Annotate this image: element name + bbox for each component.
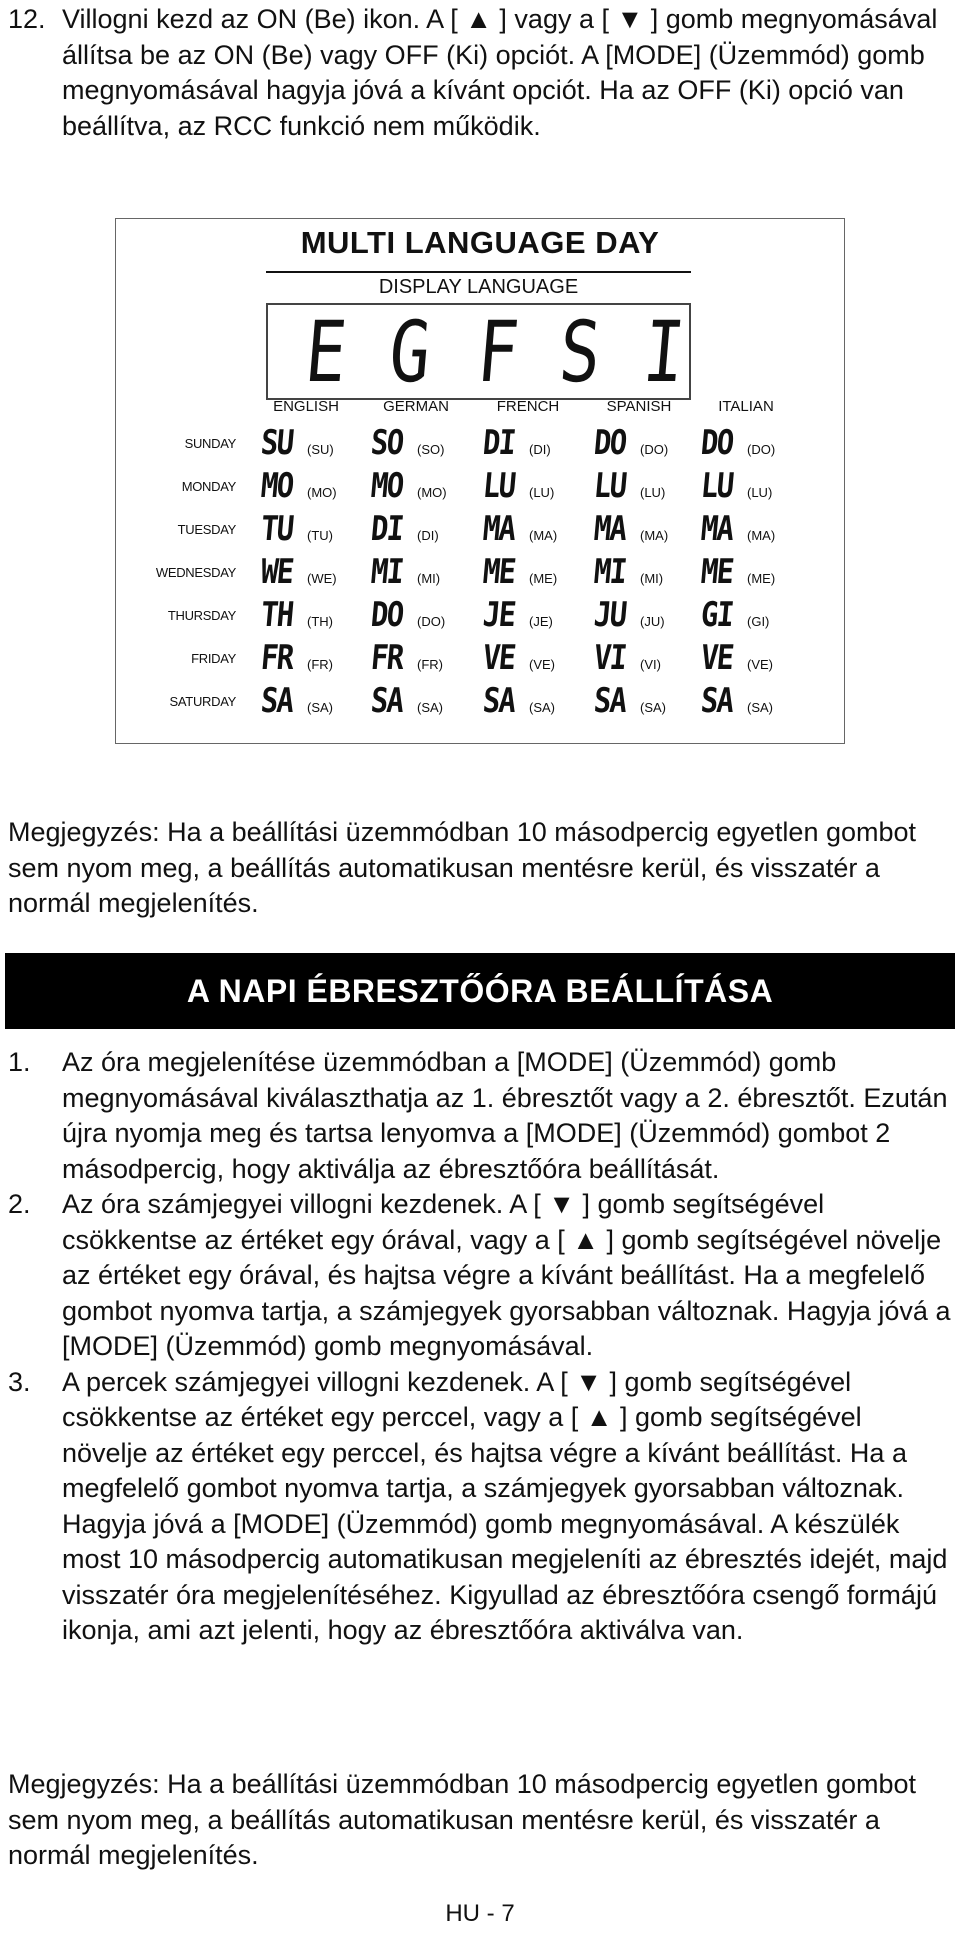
page-number: HU - 7 [445, 1900, 515, 1927]
step-text: Az óra számjegyei villogni kezdenek. A [ ▼ ] gomb segítségével csökkentse az értéket egy órával, vagy a [ ▲ ] gomb segítségével növelje az értéket egy órával, és hajtsa végre a kívánt beállítást. Ha a megfelelő gombot nyomva tartja, a számjegyek gyorsabban változnak. Hagyja jóvá a [MODE] (Üzemmód) gomb megnyomásával. [62, 1189, 951, 1361]
day-code-caption: (LU) [747, 485, 773, 500]
weekday-label: TUESDAY [177, 522, 236, 537]
instruction-item-12 [8, 2, 960, 144]
day-code-caption: (SA) [747, 700, 773, 715]
lcd-day-code: ME [699, 552, 735, 592]
lcd-day-code: DO [592, 423, 628, 463]
language-column-label: FRENCH [496, 398, 560, 415]
day-code-caption: (TU) [307, 528, 333, 543]
day-code-caption: (VE) [747, 657, 773, 672]
day-code-caption: (GI) [747, 614, 770, 629]
day-code-caption: (VE) [529, 657, 555, 672]
figure-subtitle: DISPLAY LANGUAGE [266, 271, 691, 299]
lcd-day-code: TU [259, 509, 295, 549]
day-code-caption: (MA) [747, 528, 776, 543]
day-code-caption: (WE) [307, 571, 337, 586]
lcd-day-code: DI [369, 509, 405, 549]
step-number: 3. [8, 1366, 31, 1397]
step-number: 1. [8, 1047, 31, 1077]
lcd-day-code: VE [481, 638, 517, 678]
lcd-day-code: LU [699, 466, 735, 506]
lcd-day-code: MI [592, 552, 628, 592]
lcd-day-code: MO [369, 466, 405, 506]
lcd-day-code: SA [481, 681, 517, 721]
lcd-language-letter: I [639, 303, 689, 401]
lcd-day-code: DO [369, 595, 405, 635]
lcd-day-code: LU [592, 466, 628, 506]
day-code-caption: (SA) [417, 700, 443, 715]
day-code-caption: (DO) [417, 614, 446, 629]
day-code-caption: (MA) [640, 528, 669, 543]
language-column-label: GERMAN [383, 398, 449, 415]
day-code-caption: (MO) [417, 485, 447, 500]
lcd-day-code: VE [699, 638, 735, 678]
lcd-day-code: ME [481, 552, 517, 592]
day-code-caption: (DO) [640, 442, 669, 457]
language-column-label: ENGLISH [273, 398, 339, 415]
day-code-caption: (ME) [747, 571, 776, 586]
day-code-caption: (SA) [529, 700, 555, 715]
step-text: A percek számjegyei villogni kezdenek. A [ ▼ ] gomb segítségével csökkentse az értéket egy perccel, vagy a [ ▲ ] gomb segítségével növelje az értéket egy perccel, és hajtsa végre a kívánt beállítást. Ha a megfelelő gombot nyomva tartja, a számjegyek gyorsabban változnak. Hagyja jóvá a [MODE] (Üzemmód) gomb megnyomásával. A készülék most 10 másodpercig automatikusan megjeleníti az ébresztés idejét, majd visszatér óra megjelenítéséhez. Kigyullad az ébresztőóra csengő formájú ikonja, ami azt jelenti, hogy az ébresztőóra aktiválva van. [62, 1366, 948, 1645]
lcd-day-code: MA [481, 509, 517, 549]
lcd-language-letter: F [473, 303, 523, 401]
day-code-caption: (DO) [747, 442, 776, 457]
day-code-caption: (JE) [529, 614, 553, 629]
lcd-day-code: GI [699, 595, 735, 635]
lcd-day-code: FR [369, 638, 405, 678]
day-code-caption: (ME) [529, 571, 558, 586]
lcd-day-code: DI [481, 423, 517, 463]
step-number: 2. [8, 1189, 31, 1219]
lcd-day-code: JU [592, 595, 628, 635]
lcd-day-code: MA [699, 509, 735, 549]
note-paragraph: Megjegyzés: Ha a beállítási üzemmódban 10 másodpercig egyetlen gombot sem nyom meg, a beállítás automatikusan mentésre kerül, és visszatér a normál megjelenítés. [8, 817, 917, 918]
lcd-day-code: SA [369, 681, 405, 721]
item-text: Villogni kezd az ON (Be) ikon. A [ ▲ ] vagy a [ ▼ ] gomb megnyomásával állítsa be az ON (Be) vagy OFF (Ki) opciót. A [MODE] (Üzemmód) gomb megnyomásával hagyja jóvá a kívánt opciót. Ha az OFF (Ki) opció van beállítva, az RCC funkció nem működik. [62, 4, 938, 141]
weekday-label: SATURDAY [169, 694, 236, 709]
step-item [8, 1045, 953, 1187]
day-code-caption: (FR) [307, 657, 333, 672]
multi-language-day-figure [115, 218, 845, 744]
day-code-caption: (SU) [307, 442, 334, 457]
day-code-caption: (TH) [307, 614, 333, 629]
lcd-day-code: SA [592, 681, 628, 721]
weekday-label: MONDAY [181, 479, 236, 494]
note-paragraph: Megjegyzés: Ha a beállítási üzemmódban 10 másodpercig egyetlen gombot sem nyom meg, a beállítás automatikusan mentésre kerül, és visszatér a normál megjelenítés. [8, 1769, 917, 1870]
lcd-day-code: MA [592, 509, 628, 549]
day-code-caption: (MA) [529, 528, 558, 543]
lcd-day-code: SA [699, 681, 735, 721]
steps-list [8, 1045, 953, 1649]
language-column-label: ITALIAN [718, 398, 774, 415]
lcd-language-letter: S [555, 303, 605, 401]
lcd-day-code: SU [259, 423, 295, 463]
step-item [8, 1187, 953, 1365]
lcd-day-code: FR [259, 638, 295, 678]
day-code-caption: (FR) [417, 657, 443, 672]
step-item [8, 1365, 953, 1649]
lcd-language-letter: E [301, 303, 351, 401]
lcd-day-code: MI [369, 552, 405, 592]
section-heading: A NAPI ÉBRESZTŐÓRA BEÁLLÍTÁSA [5, 953, 955, 1029]
day-code-caption: (MO) [307, 485, 337, 500]
day-code-caption: (LU) [640, 485, 666, 500]
lcd-day-code: JE [481, 595, 517, 635]
weekday-label: WEDNESDAY [155, 565, 236, 580]
lcd-display-language [266, 303, 691, 400]
day-code-caption: (JU) [640, 614, 665, 629]
day-code-caption: (MI) [417, 571, 441, 586]
language-column-label: SPANISH [606, 398, 672, 415]
weekday-label: SUNDAY [184, 436, 236, 451]
lcd-day-code: WE [259, 552, 295, 592]
lcd-day-code: SA [259, 681, 295, 721]
day-code-caption: (MI) [640, 571, 664, 586]
step-text: Az óra megjelenítése üzemmódban a [MODE] (Üzemmód) gomb megnyomásával kiválaszthatja az 1. ébresztőt vagy a 2. ébresztőt. Ezután újra nyomja meg és tartsa lenyomva a [MODE] (Üzemmód) gombot 2 másodpercig, hogy aktiválja az ébresztőóra beállítását. [62, 1047, 948, 1184]
lcd-day-code: LU [481, 466, 517, 506]
day-code-caption: (SO) [417, 442, 445, 457]
lcd-day-code: DO [699, 423, 735, 463]
weekday-label: FRIDAY [191, 651, 236, 666]
lcd-day-code: SO [369, 423, 405, 463]
day-code-caption: (LU) [529, 485, 555, 500]
lcd-day-code: VI [592, 638, 628, 678]
lcd-day-code: TH [259, 595, 295, 635]
item-number: 12. [8, 4, 46, 34]
day-code-caption: (VI) [640, 657, 661, 672]
day-code-caption: (DI) [417, 528, 439, 543]
figure-title: MULTI LANGUAGE DAY [300, 225, 660, 260]
day-code-caption: (SA) [640, 700, 666, 715]
day-code-caption: (SA) [307, 700, 333, 715]
day-code-caption: (DI) [529, 442, 551, 457]
lcd-language-letter: G [385, 303, 435, 401]
lcd-day-code: MO [259, 466, 295, 506]
weekday-label: THURSDAY [167, 608, 236, 623]
